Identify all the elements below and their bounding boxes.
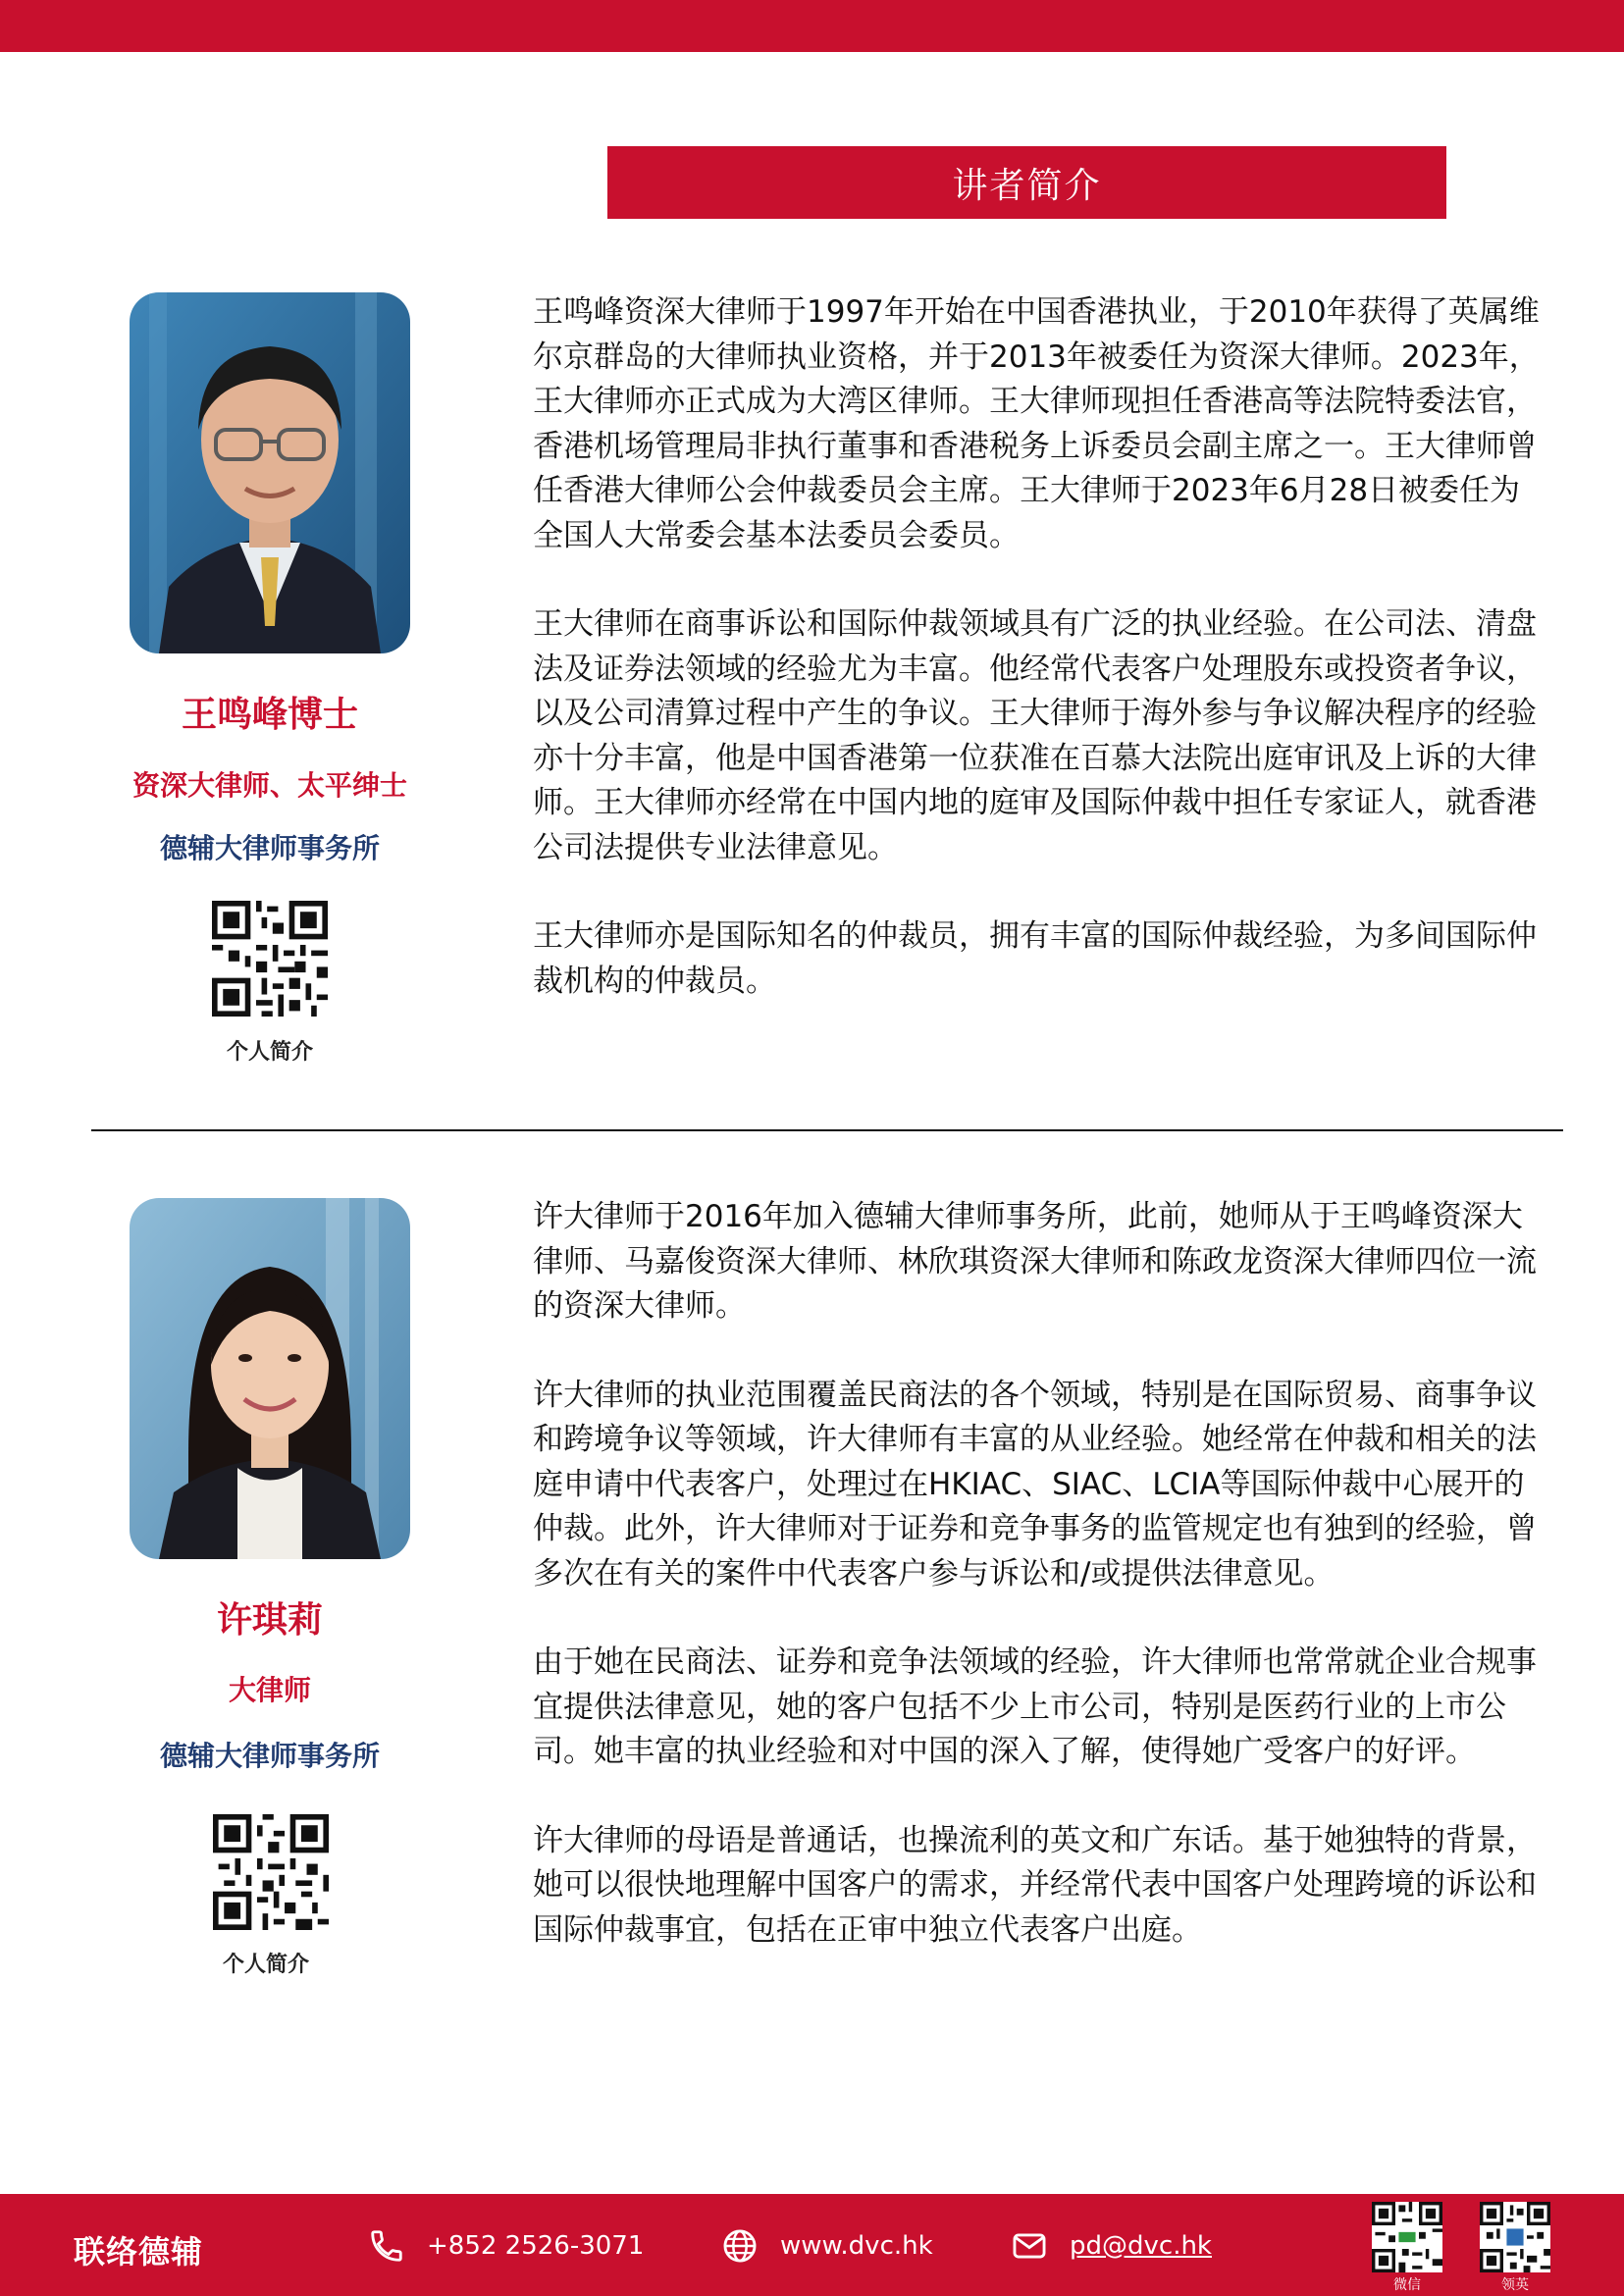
bio-paragraph: 由于她在民商法、证券和竞争法领域的经验，许大律师也常常就企业合规事宜提供法律意见，她的客户包括不少上市公司，特别是医药行业的上市公司。她丰富的执业经验和对中国的深入了解，使得她广受客户的好评。 xyxy=(533,1644,1537,1769)
speaker-firm-hui: 德辅大律师事务所 xyxy=(159,1740,380,1772)
bio-paragraph: 王大律师在商事诉讼和国际仲裁领域具有广泛的执业经验。在公司法、清盘法及证券法领域的经验尤为丰富。他经常代表客户处理股东或投资者争议，以及公司清算过程中产生的争议。王大律师于海外参与争议解决程序的经验亦十分丰富，他是中国香港第一位获准在百慕大法院出庭审讯及上诉的大律师。王大律师亦经常在中国内地的庭审及国际仲裁中担任专家证人，就香港公司法提供专业法律意见。 xyxy=(533,606,1537,865)
bio-paragraph: 许大律师的母语是普通话，也操流利的英文和广东话。基于她独特的背景，她可以很快地理解中国客户的需求，并经常代表中国客户处理跨境的诉讼和国际仲裁事宜，包括在正审中独立代表客户出庭。 xyxy=(533,1822,1537,1948)
speaker-name-hui: 许琪莉 xyxy=(216,1600,323,1641)
globe-icon xyxy=(721,2227,759,2265)
qr-code-icon[interactable] xyxy=(1480,2202,1550,2272)
footer-phone[interactable] xyxy=(368,2227,644,2265)
footer-website[interactable] xyxy=(721,2227,933,2265)
footer xyxy=(0,2194,1624,2296)
speaker-photo-hui xyxy=(130,1198,410,1559)
speaker-title-wang: 资深大律师、太平绅士 xyxy=(131,769,407,802)
phone-icon xyxy=(368,2227,405,2265)
qr-code-icon[interactable] xyxy=(212,901,328,1017)
footer-email-text: pd@dvc.hk xyxy=(1070,2231,1212,2261)
top-bar xyxy=(0,0,1624,52)
footer-website-text: www.dvc.hk xyxy=(780,2231,933,2261)
speaker-bio-wang xyxy=(533,290,1545,1048)
section-divider xyxy=(91,1129,1563,1131)
qr-label-hui: 个人简介 xyxy=(222,1953,309,1977)
footer-qr2-label: 领英 xyxy=(1501,2277,1529,2293)
footer-email[interactable] xyxy=(1011,2227,1212,2265)
bio-paragraph: 许大律师于2016年加入德辅大律师事务所，此前，她师从于王鸣峰资深大律师、马嘉俊资深大律师、林欣琪资深大律师和陈政龙资深大律师四位一流的资深大律师。 xyxy=(533,1199,1537,1324)
speaker-title-hui: 大律师 xyxy=(228,1674,311,1706)
speaker-firm-wang: 德辅大律师事务所 xyxy=(159,832,380,864)
footer-phone-text: +852 2526-3071 xyxy=(427,2231,645,2261)
mail-icon xyxy=(1011,2227,1048,2265)
bio-paragraph: 王鸣峰资深大律师于1997年开始在中国香港执业，于2010年获得了英属维尔京群岛的大律师执业资格，并于2013年被委任为资深大律师。2023年，王大律师亦正式成为大湾区律师。王大律师现担任香港高等法院特委法官，香港机场管理局非执行董事和香港税务上诉委员会副主席之一。王大律师曾任香港大律师公会仲裁委员会主席。王大律师于2023年6月28日被委任为全国人大常委会基本法委员会委员。 xyxy=(533,294,1540,553)
bio-paragraph: 许大律师的执业范围覆盖民商法的各个领域，特别是在国际贸易、商事争议和跨境争议等领域，许大律师有丰富的从业经验。她经常在仲裁和相关的法庭申请中代表客户，处理过在HKIAC、SIAC、LCIA等国际仲裁中心展开的仲裁。此外，许大律师对于证券和竞争事务的监管规定也有独到的经验，曾多次在有关的案件中代表客户参与诉讼和/或提供法律意见。 xyxy=(533,1377,1537,1592)
section-title: 讲者简介 xyxy=(607,146,1446,219)
qr-code-icon[interactable] xyxy=(1372,2202,1442,2272)
speaker-name-wang: 王鸣峰博士 xyxy=(181,695,358,735)
qr-code-icon[interactable] xyxy=(213,1814,329,1930)
footer-title: 联络德辅 xyxy=(74,2233,204,2270)
speaker-bio-hui xyxy=(533,1195,1545,1997)
qr-label-wang: 个人简介 xyxy=(226,1040,313,1065)
bio-paragraph: 王大律师亦是国际知名的仲裁员，拥有丰富的国际仲裁经验，为多间国际仲裁机构的仲裁员。 xyxy=(533,918,1537,999)
speaker-photo-wang xyxy=(130,292,410,653)
footer-qr1-label: 微信 xyxy=(1393,2277,1421,2293)
